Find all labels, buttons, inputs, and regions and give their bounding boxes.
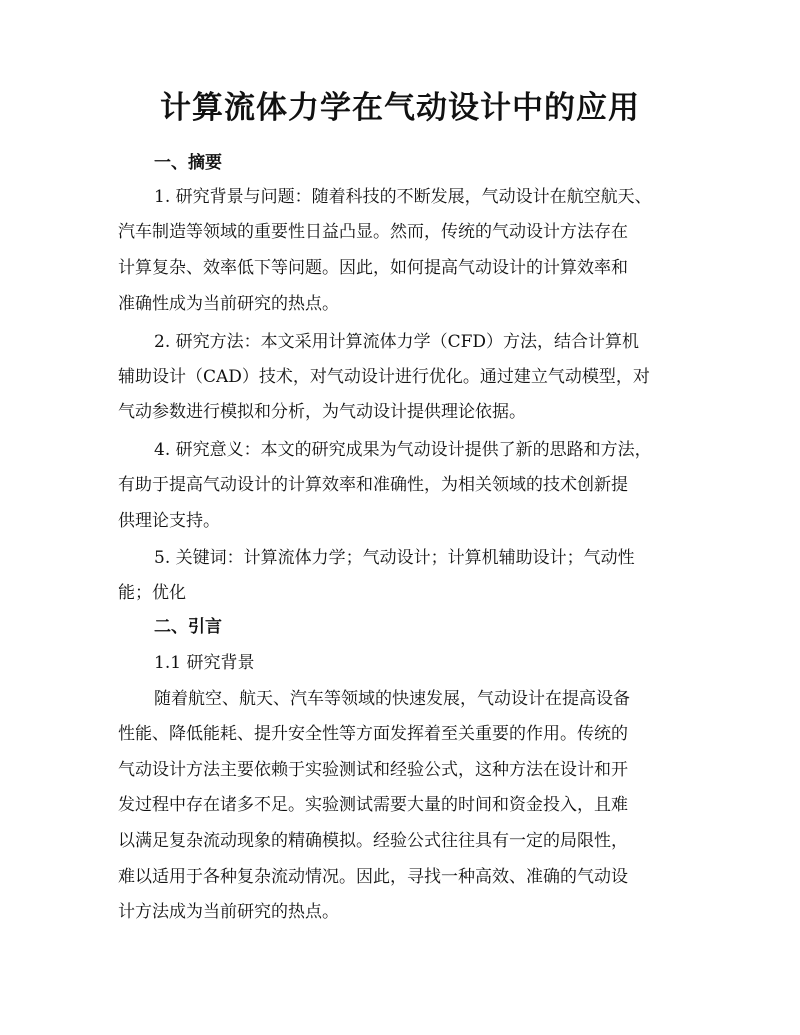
abstract-p1-line-2: 汽车制造等领域的重要性日益凸显。然而，传统的气动设计方法存在 [118, 222, 628, 242]
abstract-p1-line-4: 准确性成为当前研究的热点。 [118, 294, 339, 314]
abstract-p3-line-3: 供理论支持。 [118, 511, 220, 531]
intro-p1-line-5: 以满足复杂流动现象的精确模拟。经验公式往往具有一定的局限性， [118, 831, 628, 851]
section-heading-introduction: 二、引言 [154, 617, 222, 637]
document-title: 计算流体力学在气动设计中的应用 [160, 90, 640, 126]
section-heading-abstract: 一、摘要 [154, 153, 222, 173]
intro-p1-line-6: 难以适用于各种复杂流动情况。因此，寻找一种高效、准确的气动设 [118, 867, 628, 887]
abstract-p2-line-1: 2. 研究方法：本文采用计算流体力学（CFD）方法，结合计算机 [154, 332, 640, 352]
abstract-p2-line-3: 气动参数进行模拟和分析，为气动设计提供理论依据。 [118, 402, 526, 422]
intro-p1-line-4: 发过程中存在诸多不足。实验测试需要大量的时间和资金投入，且难 [118, 795, 628, 815]
abstract-p4-line-1: 5. 关键词：计算流体力学；气动设计；计算机辅助设计；气动性 [154, 548, 635, 568]
abstract-p2-line-2: 辅助设计（CAD）技术，对气动设计进行优化。通过建立气动模型，对 [118, 367, 650, 387]
abstract-p4-line-2: 能；优化 [118, 583, 186, 603]
abstract-p3-line-2: 有助于提高气动设计的计算效率和准确性，为相关领域的技术创新提 [118, 475, 628, 495]
intro-p1-line-7: 计方法成为当前研究的热点。 [118, 902, 339, 922]
intro-p1-line-1: 随着航空、航天、汽车等领域的快速发展，气动设计在提高设备 [154, 689, 630, 709]
intro-p1-line-3: 气动设计方法主要依赖于实验测试和经验公式，这种方法在设计和开 [118, 760, 628, 780]
abstract-p1-line-3: 计算复杂、效率低下等问题。因此，如何提高气动设计的计算效率和 [118, 258, 628, 278]
intro-p1-line-2: 性能、降低能耗、提升安全性等方面发挥着至关重要的作用。传统的 [118, 724, 628, 744]
abstract-p3-line-1: 4. 研究意义：本文的研究成果为气动设计提供了新的思路和方法， [154, 440, 652, 460]
subsection-heading-background: 1.1 研究背景 [154, 653, 255, 673]
abstract-p1-line-1: 1. 研究背景与问题：随着科技的不断发展，气动设计在航空航天、 [154, 187, 652, 207]
